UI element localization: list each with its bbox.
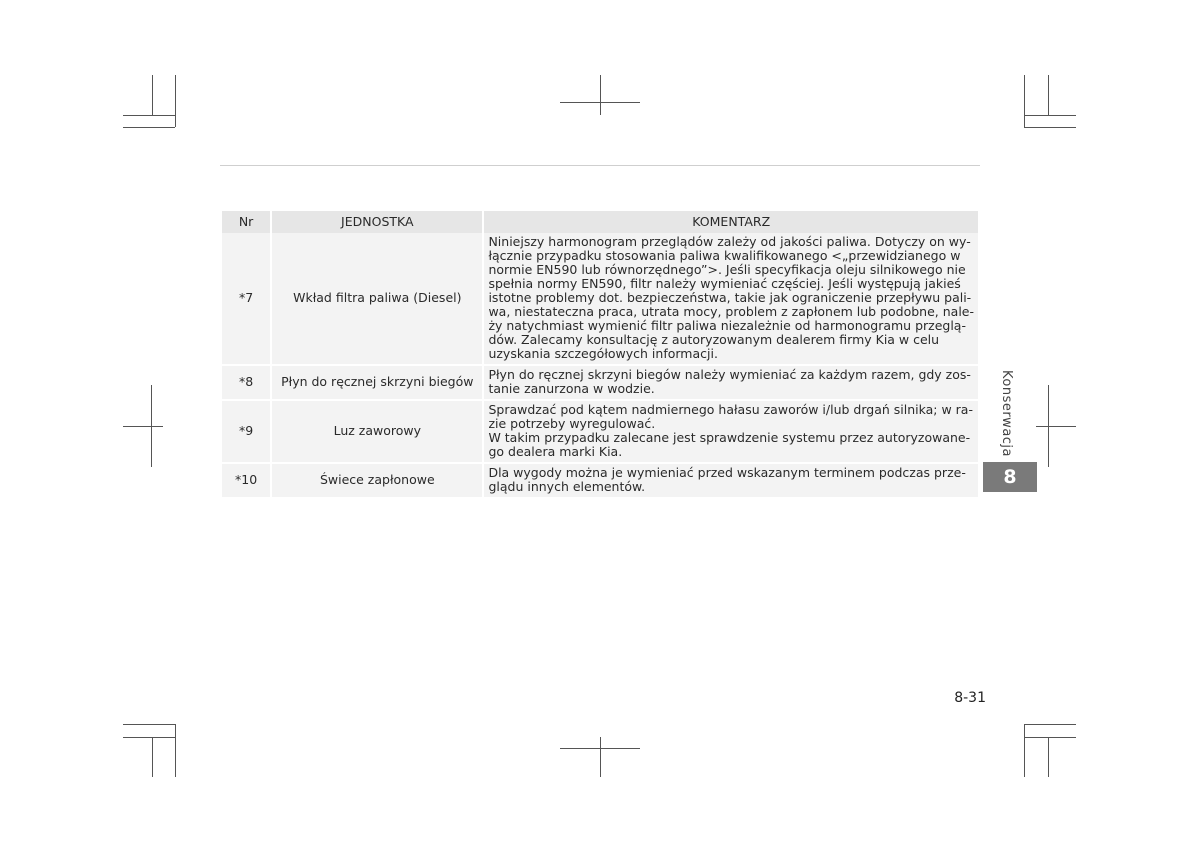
maintenance-table [220, 211, 980, 497]
row-comment [484, 399, 978, 462]
table-row [222, 233, 978, 364]
comment-line: Sprawdzać pod kątem nadmiernego hałasu zaworów i/lub drgań silnika; w ra- [488, 402, 973, 417]
row-nr: *9 [222, 399, 270, 462]
comment-line: istotne problemy dot. bezpieczeństwa, takie jak ograniczenie przepływu pali- [488, 290, 972, 305]
table-header-row [222, 211, 978, 233]
comment-line: uzyskania szczegółowych informacji. [488, 346, 718, 361]
page-number: 8-31 [954, 690, 986, 706]
table-body [222, 233, 978, 497]
row-unit: Płyn do ręcznej skrzyni biegów [272, 364, 482, 399]
row-unit: Wkład filtra paliwa (Diesel) [272, 233, 482, 364]
comment-line: łącznie przypadku stosowania paliwa kwalifikowanego <„przewidzianego w [488, 248, 961, 263]
header-nr: Nr [222, 211, 270, 233]
row-comment [484, 233, 978, 364]
comment-line: tanie zanurzona w wodzie. [488, 381, 655, 396]
row-comment [484, 364, 978, 399]
chapter-side-label: Konserwacja [999, 370, 1014, 458]
table-row [222, 364, 978, 399]
comment-line: ży natychmiast wymienić filtr paliwa niezależnie od harmonogramu przeglą- [488, 318, 966, 333]
header-rule [220, 165, 980, 166]
row-nr: *8 [222, 364, 270, 399]
comment-line: Płyn do ręcznej skrzyni biegów należy wymieniać za każdym razem, gdy zos- [488, 367, 971, 382]
comment-line: W takim przypadku zalecane jest sprawdzenie systemu przez autoryzowane- [488, 430, 971, 445]
row-unit: Luz zaworowy [272, 399, 482, 462]
comment-line: glądu innych elementów. [488, 479, 646, 494]
header-comment: KOMENTARZ [484, 211, 978, 233]
chapter-number-tab: 8 [983, 462, 1037, 492]
comment-line: go dealera marki Kia. [488, 444, 623, 459]
comment-line: dów. Zalecamy konsultację z autoryzowanym dealerem firmy Kia w celu [488, 332, 940, 347]
row-comment [484, 462, 978, 497]
comment-line: wa, niestateczna praca, utrata mocy, problem z zapłonem lub podobne, nale- [488, 304, 974, 319]
row-unit: Świece zapłonowe [272, 462, 482, 497]
table-row [222, 462, 978, 497]
comment-line: Dla wygody można je wymieniać przed wskazanym terminem podczas prze- [488, 465, 966, 480]
comment-line: normie EN590 lub równorzędnego”>. Jeśli specyfikacja oleju silnikowego nie [488, 262, 966, 277]
header-unit: JEDNOSTKA [272, 211, 482, 233]
table-row [222, 399, 978, 462]
row-nr: *7 [222, 233, 270, 364]
comment-line: Niniejszy harmonogram przeglądów zależy od jakości paliwa. Dotyczy on wy- [488, 234, 971, 249]
row-nr: *10 [222, 462, 270, 497]
comment-line: zie potrzeby wyregulować. [488, 416, 656, 431]
comment-line: spełnia normy EN590, filtr należy wymieniać częściej. Jeśli występują jakieś [488, 276, 961, 291]
